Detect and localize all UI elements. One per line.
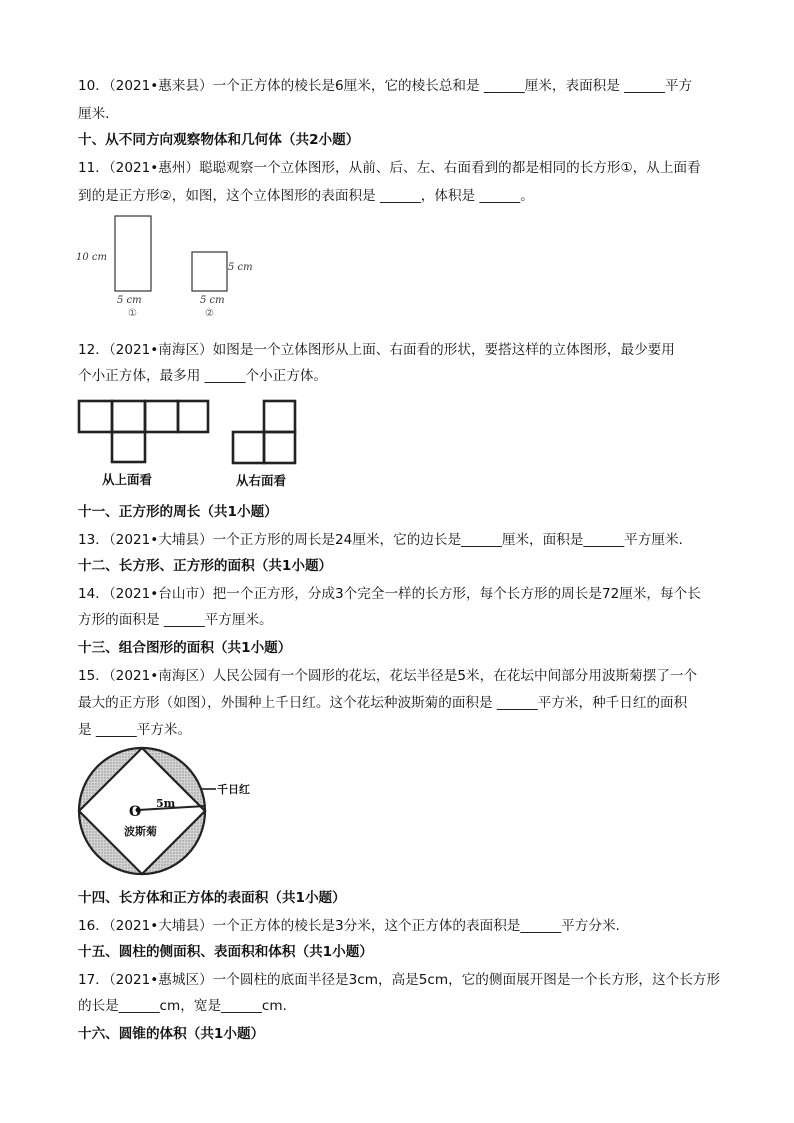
center-label: O — [129, 804, 142, 820]
section-heading-15: 十五、圆柱的侧面积、表面积和体积（共1小题） — [78, 944, 373, 960]
q17-line2: 的长是______cm，宽是______cm. — [78, 998, 287, 1014]
rect2-width-label: 5 cm — [200, 295, 225, 306]
section-heading-12: 十二、长方形、正方形的面积（共1小题） — [78, 558, 333, 574]
q11-figure — [70, 212, 300, 327]
rect2-number-label: ② — [205, 308, 214, 319]
section-heading-14: 十四、长方体和正方体的表面积（共1小题） — [78, 890, 346, 906]
q15-line1: 15．（2021•南海区）人民公园有一个圆形的花坛，花坛半径是5米，在花坛中间部分用波斯菊摆了一个 — [78, 668, 698, 684]
q11-line1: 11．（2021•惠州）聪聪观察一个立体图形，从前、后、左、右面看到的都是相同的长方形①，从上面看 — [78, 160, 701, 176]
q13-text: 13．（2021•大埔县）一个正方形的周长是24厘米，它的边长是______厘米，面积是______平方厘米. — [78, 532, 683, 548]
rect1-height-label: 10 cm — [76, 252, 107, 263]
section-heading-10: 十、从不同方向观察物体和几何体（共2小题） — [78, 132, 360, 148]
radius-label: 5m — [156, 797, 176, 810]
top-view-grid — [79, 401, 208, 462]
q10-line2: 厘米. — [78, 106, 110, 122]
section-heading-16: 十六、圆锥的体积（共1小题） — [78, 1026, 265, 1042]
top-view-caption: 从上面看 — [102, 472, 153, 487]
outer-region-label: 千日红 — [217, 783, 250, 796]
q15-line3: 是 ______平方米。 — [78, 722, 192, 738]
right-view-caption: 从右面看 — [236, 473, 287, 488]
q14-line1: 14．（2021•台山市）把一个正方形，分成3个完全一样的长方形，每个长方形的周长是72厘米，每个长 — [78, 586, 701, 602]
q16-text: 16．（2021•大埔县）一个正方体的棱长是3分米，这个正方体的表面积是______平方分米. — [78, 918, 620, 934]
rect2-side-label: 5 cm — [228, 262, 253, 273]
q15-line2: 最大的正方形（如图），外围种上千日红。这个花坛种波斯菊的面积是 ______平方米，种千日红的面积 — [78, 695, 688, 711]
q10-line1: 10．（2021•惠来县）一个正方体的棱长是6厘米，它的棱长总和是 ______厘米，表面积是 ______平方 — [78, 78, 693, 94]
q11-line2: 到的是正方形②，如图，这个立体图形的表面积是 ______，体积是 ______。 — [78, 188, 534, 204]
q12-line2: 个小正方体，最多用 ______个小正方体。 — [78, 368, 328, 384]
q12-figure — [74, 396, 314, 494]
rectangle-1 — [115, 216, 151, 291]
q15-figure — [74, 744, 274, 880]
q17-line1: 17．（2021•惠城区）一个圆柱的底面半径是3cm，高是5cm，它的侧面展开图是一个长方形，这个长方形 — [78, 972, 720, 988]
inner-region-label: 波斯菊 — [124, 825, 157, 838]
section-heading-11: 十一、正方形的周长（共1小题） — [78, 504, 278, 520]
rectangle-2 — [192, 252, 227, 291]
rect1-width-label: 5 cm — [117, 295, 142, 306]
q12-line1: 12．（2021•南海区）如图是一个立体图形从上面、右面看的形状，要搭这样的立体图形，最少要用 — [78, 342, 675, 358]
section-heading-13: 十三、组合图形的面积（共1小题） — [78, 640, 292, 656]
right-view-grid — [233, 401, 295, 463]
q14-line2: 方形的面积是 ______平方厘米。 — [78, 612, 273, 628]
rect1-number-label: ① — [128, 308, 137, 319]
